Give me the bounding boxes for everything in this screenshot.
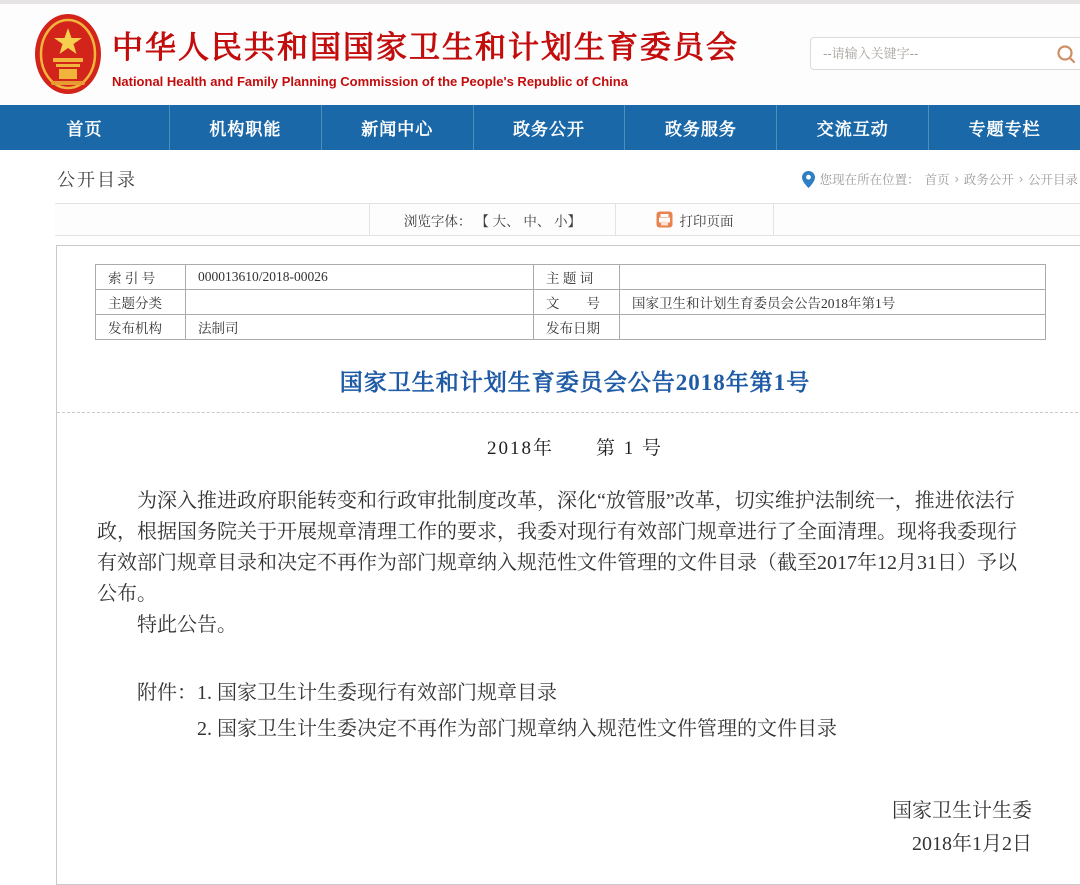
attachments-label: 附件： — [137, 682, 197, 704]
meta-label-category: 主题分类 — [96, 290, 186, 315]
nav-item-topics[interactable]: 专题专栏 — [968, 120, 1041, 139]
toolbar-spacer — [55, 204, 370, 235]
nav-item-interact[interactable]: 交流互动 — [777, 105, 929, 150]
nav-item-services[interactable]: 政务服务 — [625, 105, 777, 150]
document-title: 国家卫生和计划生育委员会公告2018年第1号 — [339, 370, 811, 395]
font-size-control — [370, 204, 616, 235]
site-header — [0, 4, 1080, 105]
meta-table — [95, 264, 1046, 340]
attachment-list — [197, 675, 837, 747]
breadcrumb-separator: › — [1018, 172, 1023, 186]
issue-number: 2018年 第 1 号 — [486, 438, 663, 459]
table-row — [96, 265, 1046, 290]
site-title-block — [112, 22, 739, 89]
meta-label-issuer: 发布机构 — [96, 315, 186, 340]
signature-block — [97, 795, 1032, 861]
breadcrumb — [802, 170, 1078, 188]
toolbar-spacer — [774, 204, 1080, 235]
sign-date: 2018年1月2日 — [912, 833, 1032, 855]
national-emblem-icon — [33, 12, 103, 98]
meta-value-category — [186, 290, 534, 315]
document-panel — [56, 245, 1080, 885]
signer: 国家卫生计生委 — [892, 800, 1032, 822]
toolbar — [55, 203, 1080, 236]
meta-value-doc-number: 国家卫生和计划生育委员会公告2018年第1号 — [620, 290, 1046, 315]
search-icon[interactable] — [1056, 44, 1076, 64]
site-title: 中华人民共和国国家卫生和计划生育委员会 — [112, 30, 739, 65]
nav-item-news[interactable]: 新闻中心 — [322, 105, 474, 150]
paragraph: 特此公告。 — [137, 614, 237, 636]
main-nav — [0, 105, 1080, 150]
meta-value-publish-date — [620, 315, 1046, 340]
meta-value-index: 000013610/2018-00026 — [186, 265, 534, 290]
search-box — [810, 37, 1080, 70]
print-icon — [656, 211, 673, 228]
font-size-label: 浏览字体： — [403, 213, 472, 229]
font-size-options[interactable]: 【 大、 中、 小】 — [475, 213, 582, 229]
paragraph: 为深入推进政府职能转变和行政审批制度改革，深化“放管服”改革，切实维护法制统一，推进依法行政，根据国务院关于开展规章清理工作的要求，我委对现行有效部门规章进行了全面清理。现将我委现行有效部门规章目录和决定不再作为部门规章纳入规范性文件管理的文件目录（截至2017年12月31日）予以公布。 — [97, 490, 1017, 605]
breadcrumb-home[interactable]: 首页 — [924, 173, 950, 187]
print-button[interactable] — [616, 204, 774, 235]
nav-item-home[interactable]: 首页 — [0, 105, 170, 150]
meta-label-doc-number: 文 号 — [534, 290, 620, 315]
location-pin-icon — [802, 171, 815, 188]
attachment-item: 1. 国家卫生计生委现行有效部门规章目录 — [197, 682, 557, 704]
site-subtitle-en: National Health and Family Planning Commission of the People's Republic of China — [112, 74, 628, 89]
dashed-divider — [57, 412, 1080, 413]
breadcrumb-prefix: 您现在所在位置： — [819, 173, 920, 187]
nav-item-gov-open[interactable]: 政务公开 — [474, 105, 626, 150]
table-row — [96, 290, 1046, 315]
attachments — [97, 675, 1032, 747]
print-label: 打印页面 — [679, 213, 734, 229]
page-title: 公开目录 — [57, 170, 137, 190]
page-bar — [0, 150, 1080, 203]
meta-label-publish-date: 发布日期 — [534, 315, 620, 340]
breadcrumb-separator: › — [954, 172, 959, 186]
meta-label-index: 索 引 号 — [96, 265, 186, 290]
search-input[interactable] — [810, 37, 1080, 70]
meta-value-issuer: 法制司 — [186, 315, 534, 340]
table-row — [96, 315, 1046, 340]
meta-value-keywords — [620, 265, 1046, 290]
nav-item-functions[interactable]: 机构职能 — [170, 105, 322, 150]
breadcrumb-gov-open[interactable]: 政务公开 — [963, 173, 1014, 187]
breadcrumb-current: 公开目录 — [1027, 173, 1078, 187]
document-body — [97, 486, 1032, 861]
attachment-item: 2. 国家卫生计生委决定不再作为部门规章纳入规范性文件管理的文件目录 — [197, 718, 837, 740]
meta-label-keywords: 主 题 词 — [534, 265, 620, 290]
